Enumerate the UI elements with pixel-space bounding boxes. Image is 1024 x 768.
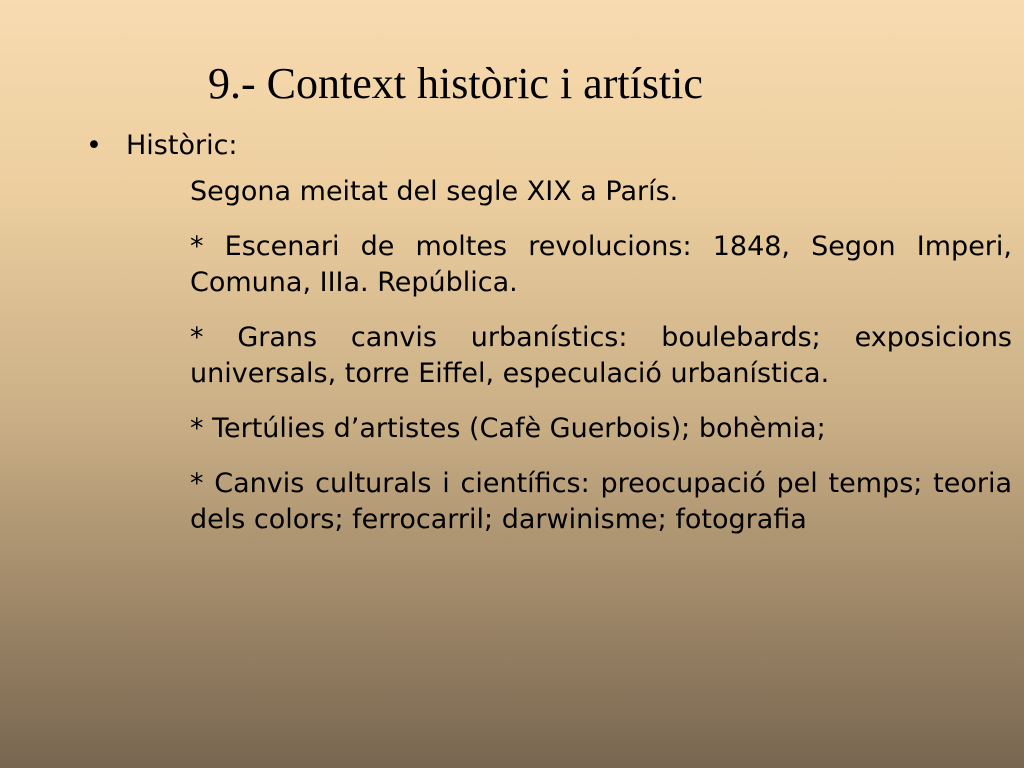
paragraph-urban-changes: * Grans canvis urbanístics: boulebards; exposicions universals, torre Eiffel, especulació urbanística. — [190, 322, 1012, 389]
slide-title: 9.- Context històric i artístic — [208, 59, 703, 108]
paragraph-period: Segona meitat del segle XIX a París. — [190, 176, 679, 207]
slide-body — [190, 174, 1012, 557]
bullet-historic — [86, 128, 238, 164]
paragraph-cultural-changes: * Canvis culturals i científics: preocupació pel temps; teoria dels colors; ferrocarril; darwinisme; fotografia — [190, 468, 1012, 535]
paragraph-tertulies: * Tertúlies d’artistes (Cafè Guerbois); bohèmia; — [190, 413, 826, 444]
bullet-dot-icon: • — [86, 130, 102, 161]
paragraph-revolutions: * Escenari de moltes revolucions: 1848, Segon Imperi, Comuna, IIIa. República. — [190, 231, 1012, 298]
bullet-label: Històric: — [126, 130, 238, 161]
